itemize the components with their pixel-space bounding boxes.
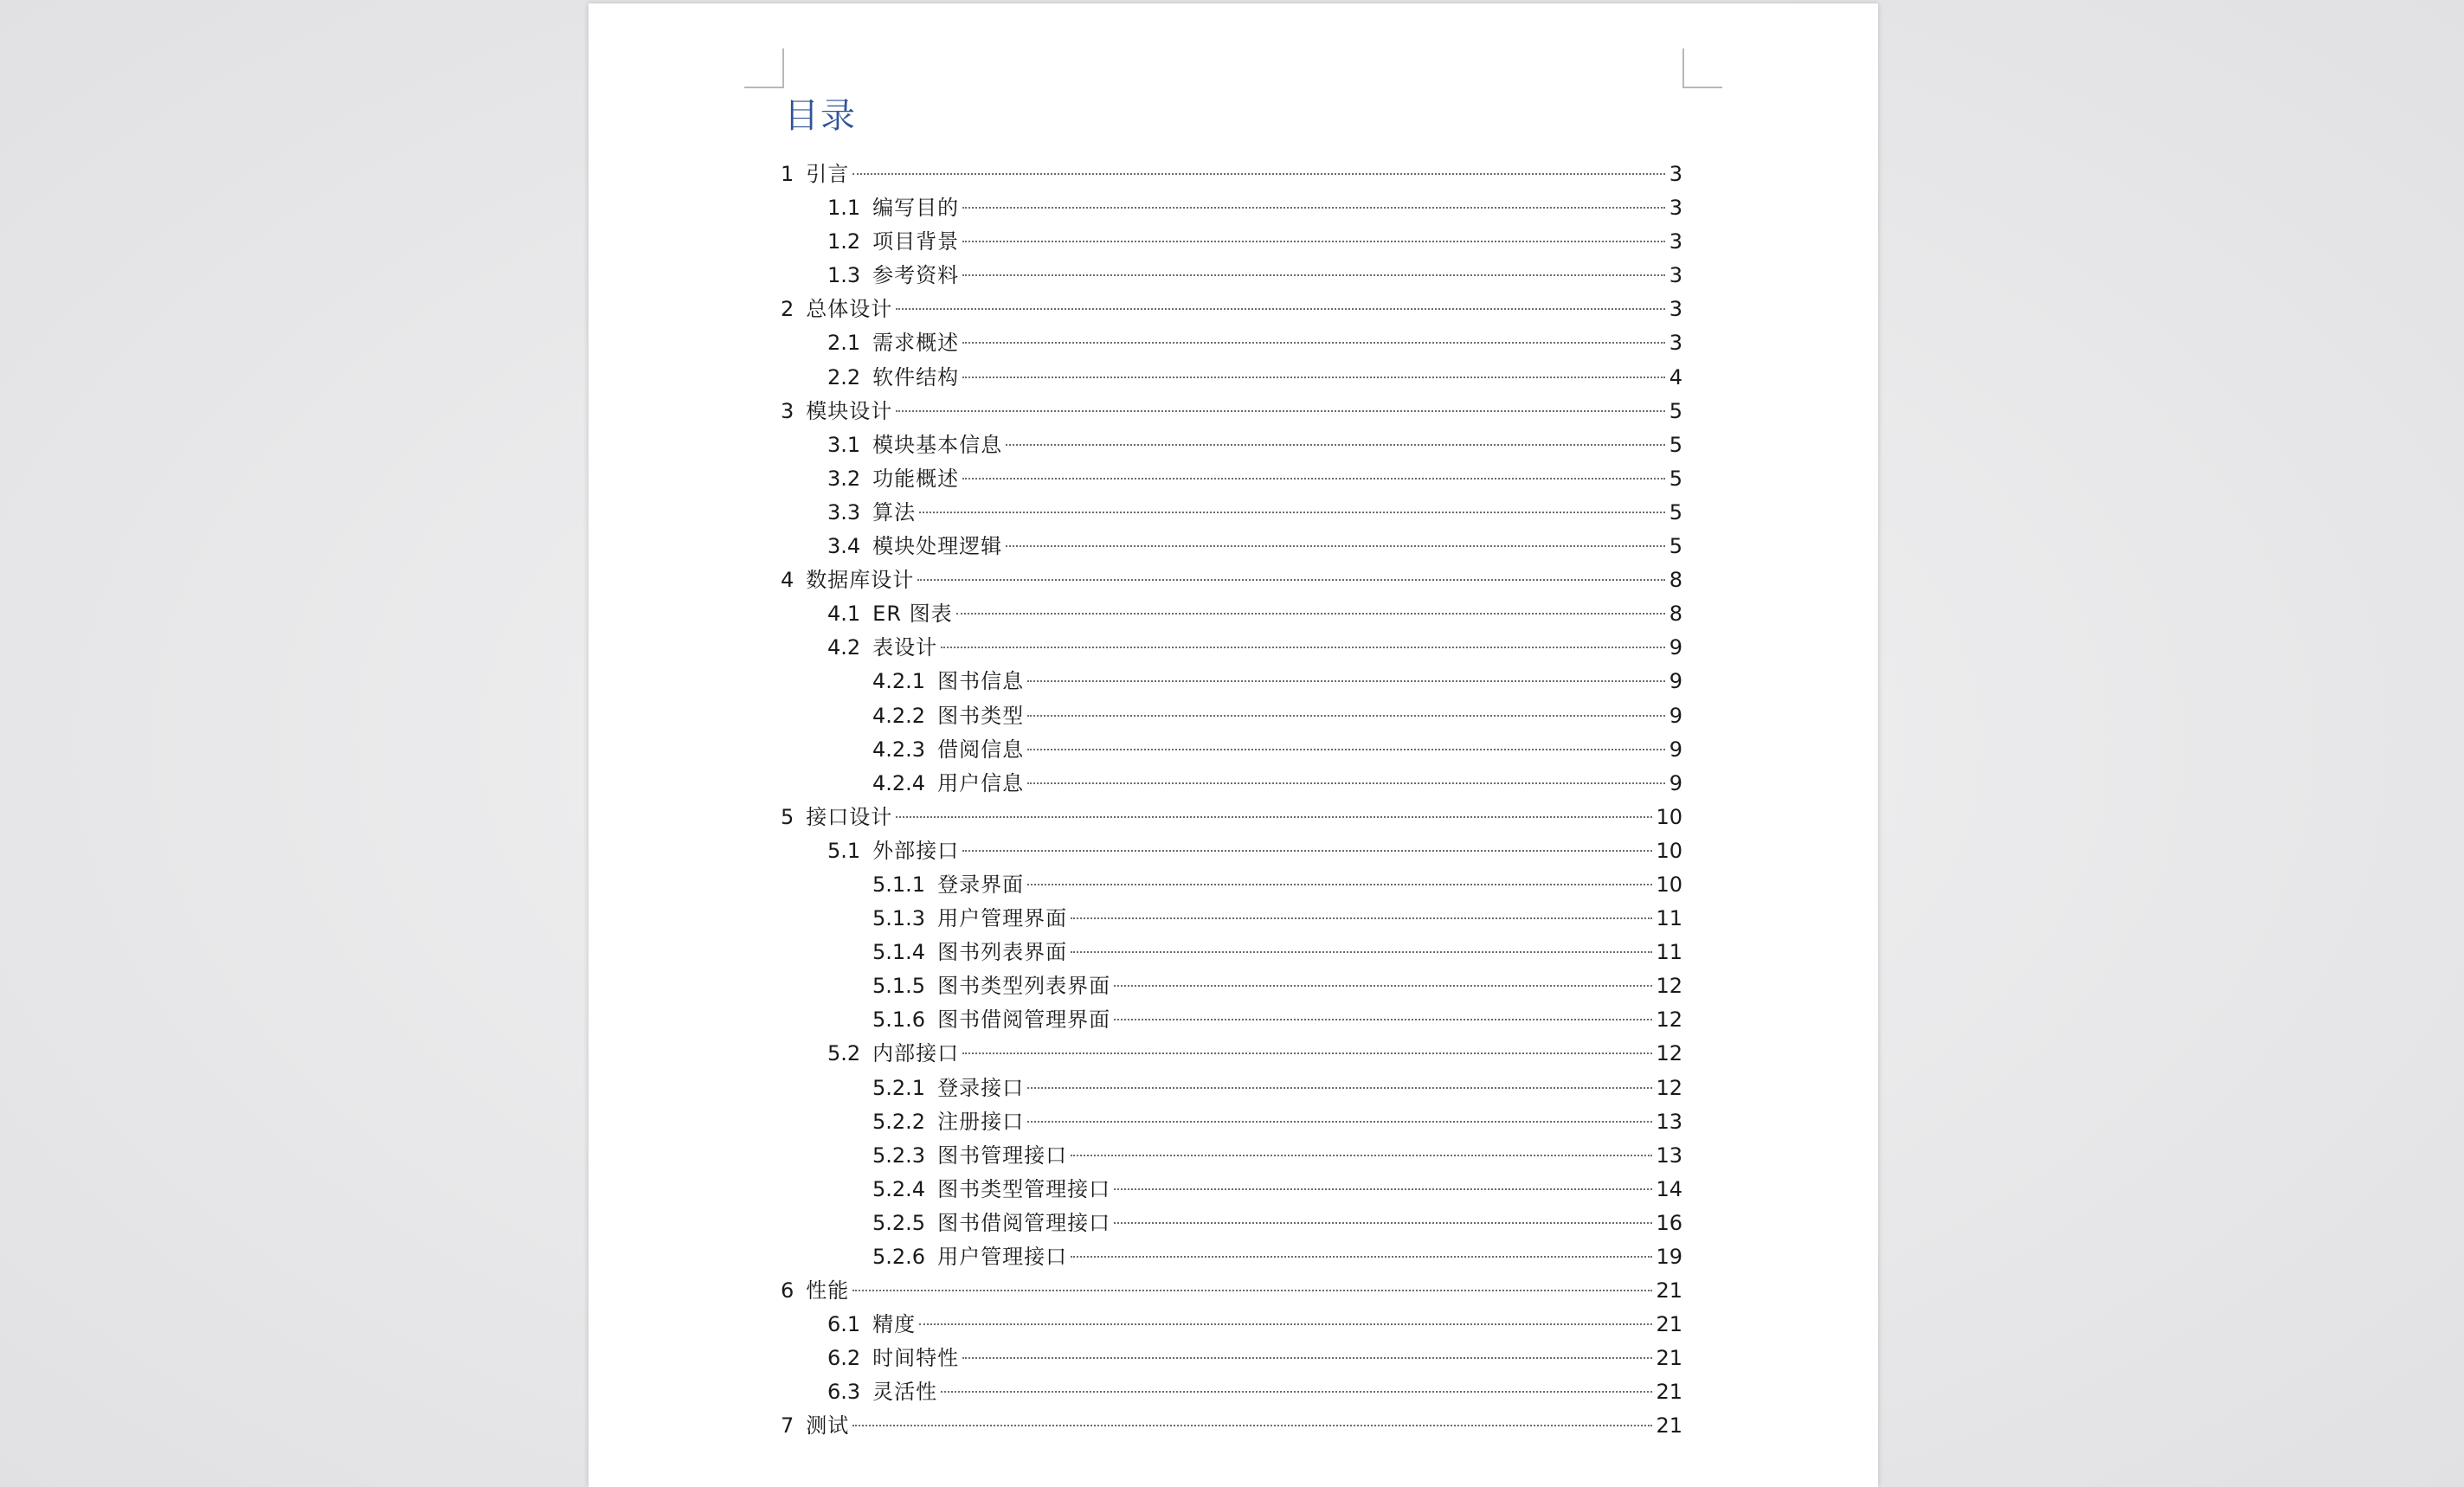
toc-entry-number: 3 [781,398,795,423]
toc-entry-title: 用户管理接口 [937,1245,1068,1269]
toc-entry-page-number: 10 [1656,838,1682,863]
toc-entry-title: 注册接口 [937,1109,1025,1134]
toc-entry[interactable] [781,1308,1682,1342]
toc-entry-page-number: 9 [1669,635,1682,660]
document-page[interactable] [589,3,1878,1487]
toc-entry-page-number: 21 [1656,1346,1682,1371]
toc-dot-leader [962,1052,1652,1054]
toc-entry-title: 用户信息 [937,770,1025,795]
toc-entry-title: 用户管理界面 [937,906,1068,931]
toc-entry[interactable] [781,699,1682,733]
toc-entry[interactable] [781,1037,1682,1071]
toc-entry-title: 图书借阅管理接口 [937,1210,1111,1235]
toc-entry-title: 总体设计 [806,297,893,322]
toc-entry-number: 4.2.1 [872,669,926,694]
toc-dot-leader [919,1323,1652,1325]
toc-entry-number: 3.2 [827,466,861,491]
toc-entry-number: 5.2.5 [872,1210,926,1235]
toc-entry-number: 5.2.1 [872,1075,926,1100]
toc-entry-number: 4.2.3 [872,737,926,762]
toc-dot-leader [1027,1087,1652,1089]
toc-entry-page-number: 8 [1669,568,1682,593]
toc-entry-number: 5.2.2 [872,1109,926,1134]
toc-entry-page-number: 3 [1669,229,1682,254]
toc-entry-number: 1.2 [827,229,861,254]
toc-entry-title: 接口设计 [806,804,893,829]
toc-entry-page-number: 10 [1656,804,1682,829]
toc-entry-title: 功能概述 [872,466,960,491]
toc-entry-page-number: 4 [1669,364,1682,389]
toc-dot-leader [1114,1188,1652,1190]
toc-entry-number: 4.2.2 [872,703,926,728]
toc-entry-title: 精度 [872,1312,917,1337]
toc-entry[interactable] [781,428,1682,462]
toc-entry[interactable] [781,801,1682,834]
toc-entry-page-number: 3 [1669,263,1682,288]
toc-entry-title: 登录接口 [937,1075,1025,1100]
toc-dot-leader [917,579,1665,581]
toc-dot-leader [962,850,1652,852]
toc-entry-page-number: 14 [1656,1176,1682,1201]
toc-entry-number: 5.1 [827,838,861,863]
toc-dot-leader [1027,749,1665,750]
toc-entry-page-number: 3 [1669,196,1682,221]
toc-entry-title: 内部接口 [872,1041,960,1066]
toc-dot-leader [962,1357,1652,1359]
toc-entry-number: 1.1 [827,196,861,221]
toc-dot-leader [852,173,1665,175]
toc-entry-title: 登录界面 [937,872,1025,897]
toc-entry-page-number: 12 [1656,1041,1682,1066]
toc-entry-page-number: 5 [1669,466,1682,491]
toc-entry-title: 模块基本信息 [872,432,1003,457]
toc-entry-title: 外部接口 [872,838,960,863]
toc-entry-title: 时间特性 [872,1346,960,1371]
toc-entry[interactable] [781,1105,1682,1139]
toc-entry[interactable] [781,1240,1682,1274]
toc-entry-page-number: 9 [1669,770,1682,795]
toc-entry-title: 图书类型管理接口 [937,1176,1111,1201]
toc-entry-number: 5.1.6 [872,1007,926,1033]
toc-entry[interactable] [781,1409,1682,1443]
toc-entry-number: 6.1 [827,1312,861,1337]
toc-dot-leader [1114,985,1652,987]
toc-entry[interactable] [781,395,1682,428]
toc-entry[interactable] [781,191,1682,225]
toc-entry-title: 性能 [806,1278,850,1304]
toc-entry-number: 5.2.4 [872,1176,926,1201]
toc-entry-title: 参考资料 [872,263,960,288]
toc-entry-page-number: 21 [1656,1278,1682,1304]
toc-dot-leader [1027,884,1652,885]
toc-dot-leader [1006,444,1665,446]
toc-entry-number: 2.2 [827,364,861,389]
toc-entry[interactable] [781,868,1682,902]
toc-entry-title: 编写目的 [872,196,960,221]
toc-entry-number: 5 [781,804,795,829]
toc-entry-page-number: 13 [1656,1143,1682,1168]
toc-entry-page-number: 12 [1656,974,1682,999]
toc-entry-number: 6.2 [827,1346,861,1371]
toc-entry[interactable] [781,361,1682,395]
toc-entry-page-number: 3 [1669,297,1682,322]
toc-entry-page-number: 8 [1669,602,1682,627]
toc-entry-title: 借阅信息 [937,737,1025,762]
toc-dot-leader [1071,1256,1652,1258]
toc-entry-page-number: 9 [1669,737,1682,762]
toc-entry-number: 5.1.5 [872,974,926,999]
toc-dot-leader [962,342,1665,344]
toc-dot-leader [962,241,1665,242]
toc-dot-leader [962,377,1665,378]
toc-entry[interactable] [781,665,1682,698]
toc-entry[interactable] [781,1072,1682,1105]
toc-dot-leader [1114,1222,1652,1224]
toc-entry-page-number: 9 [1669,669,1682,694]
toc-dot-leader [956,613,1665,615]
toc-entry-title: 需求概述 [872,331,960,356]
toc-entry[interactable] [781,158,1682,191]
toc-entry[interactable] [781,1375,1682,1409]
toc-dot-leader [962,478,1665,480]
toc-dot-leader [1027,782,1665,784]
toc-dot-leader [896,410,1665,412]
toc-entry-title: 测试 [806,1413,850,1439]
toc-entry[interactable] [781,326,1682,360]
toc-entry-number: 4.1 [827,602,861,627]
toc-entry[interactable] [781,1342,1682,1375]
toc-entry-title: 项目背景 [872,229,960,254]
toc-entry-page-number: 12 [1656,1075,1682,1100]
toc-entry-title: ER 图表 [872,602,953,627]
toc-entry-page-number: 19 [1656,1245,1682,1269]
toc-entry[interactable] [781,631,1682,665]
toc-entry-title: 图书类型 [937,703,1025,728]
toc-entry-page-number: 3 [1669,162,1682,186]
toc-entry-page-number: 12 [1656,1007,1682,1033]
toc-entry-title: 表设计 [872,635,938,660]
toc-entry-title: 算法 [872,499,917,525]
toc-entry-page-number: 21 [1656,1380,1682,1405]
toc-entry[interactable] [781,1207,1682,1240]
toc-entry-title: 数据库设计 [806,568,915,593]
toc-dot-leader [962,207,1665,209]
toc-entry-page-number: 5 [1669,398,1682,423]
toc-entry[interactable] [781,1173,1682,1207]
toc-entry-page-number: 13 [1656,1109,1682,1134]
toc-entry-number: 5.1.1 [872,872,926,897]
toc-entry-number: 1.3 [827,263,861,288]
toc-entry-page-number: 21 [1656,1413,1682,1439]
toc-entry-page-number: 5 [1669,534,1682,559]
toc-entry-title: 图书信息 [937,669,1025,694]
crop-mark-top-right [1682,48,1722,88]
toc-entry-number: 5.1.3 [872,906,926,931]
toc-entry[interactable] [781,834,1682,868]
toc-entry-page-number: 5 [1669,499,1682,525]
toc-entry-number: 6.3 [827,1380,861,1405]
toc-entry-page-number: 21 [1656,1312,1682,1337]
toc-entry[interactable] [781,259,1682,293]
toc-entry[interactable] [781,563,1682,597]
toc-entry[interactable] [781,1274,1682,1308]
toc-entry[interactable] [781,597,1682,631]
table-of-contents [781,158,1682,1444]
toc-entry-number: 6 [781,1278,795,1304]
toc-entry[interactable] [781,462,1682,496]
toc-entry-number: 4.2 [827,635,861,660]
toc-entry[interactable] [781,530,1682,563]
toc-entry-number: 3.4 [827,534,861,559]
toc-entry-page-number: 5 [1669,432,1682,457]
toc-dot-leader [1071,1155,1652,1156]
toc-dot-leader [1027,680,1665,682]
toc-dot-leader [1006,545,1665,547]
toc-entry-page-number: 16 [1656,1210,1682,1235]
toc-dot-leader [852,1425,1652,1426]
toc-entry-page-number: 11 [1656,906,1682,931]
toc-entry-number: 4.2.4 [872,770,926,795]
toc-entry-title: 图书借阅管理界面 [937,1007,1111,1033]
toc-entry[interactable] [781,1003,1682,1037]
toc-dot-leader [896,816,1652,818]
toc-entry-number: 5.2.6 [872,1245,926,1269]
toc-dot-leader [852,1290,1652,1291]
toc-dot-leader [962,274,1665,276]
toc-entry-number: 2 [781,297,795,322]
toc-entry[interactable] [781,969,1682,1003]
toc-entry-number: 5.2.3 [872,1143,926,1168]
toc-entry[interactable] [781,733,1682,767]
toc-entry[interactable] [781,293,1682,326]
toc-entry[interactable] [781,1139,1682,1173]
toc-dot-leader [1071,951,1652,953]
toc-entry-title: 引言 [806,162,850,186]
toc-entry-number: 3.1 [827,432,861,457]
toc-entry-page-number: 11 [1656,940,1682,965]
toc-dot-leader [941,647,1665,648]
toc-dot-leader [896,308,1665,310]
toc-entry[interactable] [781,936,1682,969]
toc-entry-number: 5.2 [827,1041,861,1066]
toc-dot-leader [1027,715,1665,717]
toc-dot-leader [1027,1121,1652,1123]
toc-entry-number: 5.1.4 [872,940,926,965]
toc-entry-title: 模块处理逻辑 [872,534,1003,559]
toc-entry-title: 图书类型列表界面 [937,974,1111,999]
toc-entry-title: 模块设计 [806,398,893,423]
toc-entry-title: 软件结构 [872,364,960,389]
toc-entry-page-number: 10 [1656,872,1682,897]
toc-entry-page-number: 9 [1669,703,1682,728]
toc-entry-number: 2.1 [827,331,861,356]
toc-entry[interactable] [781,496,1682,530]
toc-entry-number: 7 [781,1413,795,1439]
toc-dot-leader [919,512,1665,513]
toc-entry[interactable] [781,902,1682,936]
toc-entry[interactable] [781,767,1682,801]
toc-entry[interactable] [781,225,1682,259]
toc-dot-leader [1114,1019,1652,1020]
toc-title: 目录 [784,96,857,136]
toc-entry-number: 4 [781,568,795,593]
toc-entry-page-number: 3 [1669,331,1682,356]
toc-entry-number: 3.3 [827,499,861,525]
toc-entry-title: 图书管理接口 [937,1143,1068,1168]
toc-dot-leader [1071,917,1652,919]
toc-entry-title: 灵活性 [872,1380,938,1405]
toc-dot-leader [941,1391,1652,1393]
toc-entry-number: 1 [781,162,795,186]
toc-entry-title: 图书列表界面 [937,940,1068,965]
crop-mark-top-left [744,48,784,88]
